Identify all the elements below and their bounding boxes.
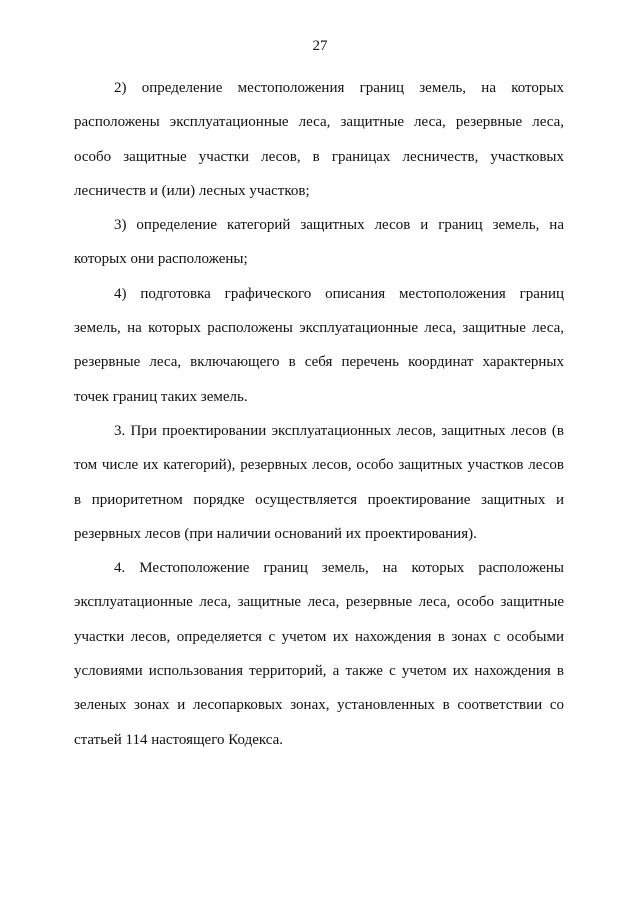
paragraph-section-3 bbox=[74, 414, 564, 551]
paragraph-section-4 bbox=[74, 551, 564, 757]
text-line: резервные леса, включающего в себя перечень координат характерных bbox=[74, 354, 564, 371]
text-line: 3) определение категорий защитных лесов и границ земель, на bbox=[114, 217, 564, 234]
paragraph-item-4 bbox=[74, 277, 564, 414]
text-line: особо защитные участки лесов, в границах лесничеств, участковых bbox=[74, 148, 564, 165]
text-line: участки лесов, определяется с учетом их нахождения в зонах с особыми bbox=[74, 628, 564, 645]
text-line: 3. При проектировании эксплуатационных лесов, защитных лесов (в bbox=[114, 422, 564, 439]
text-line: статьей 114 настоящего Кодекса. bbox=[74, 731, 284, 748]
text-line: зеленых зонах и лесопарковых зонах, установленных в соответствии со bbox=[74, 697, 564, 714]
page-number: 27 bbox=[312, 38, 328, 54]
text-line: в приоритетном порядке осуществляется проектирование защитных и bbox=[74, 491, 564, 508]
text-line: том числе их категорий), резервных лесов, особо защитных участков лесов bbox=[74, 457, 564, 474]
paragraph-item-2 bbox=[74, 71, 564, 208]
text-line: расположены эксплуатационные леса, защитные леса, резервные леса, bbox=[74, 114, 564, 131]
text-line: 4) подготовка графического описания местоположения границ bbox=[114, 285, 564, 302]
text-line: которых они расположены; bbox=[74, 251, 248, 268]
text-line: лесничеств и (или) лесных участков; bbox=[74, 182, 310, 199]
text-line: земель, на которых расположены эксплуатационные леса, защитные леса, bbox=[74, 320, 564, 337]
text-line: условиями использования территорий, а также с учетом их нахождения в bbox=[74, 663, 564, 680]
text-line: точек границ таких земель. bbox=[74, 388, 248, 405]
text-line: эксплуатационные леса, защитные леса, резервные леса, особо защитные bbox=[74, 594, 564, 611]
text-line: 2) определение местоположения границ земель, на которых bbox=[114, 80, 564, 96]
body-text bbox=[74, 71, 564, 757]
text-line: 4. Местоположение границ земель, на которых расположены bbox=[114, 560, 564, 577]
text-line: резервных лесов (при наличии оснований их проектирования). bbox=[74, 525, 477, 542]
paragraph-item-3 bbox=[74, 208, 564, 277]
